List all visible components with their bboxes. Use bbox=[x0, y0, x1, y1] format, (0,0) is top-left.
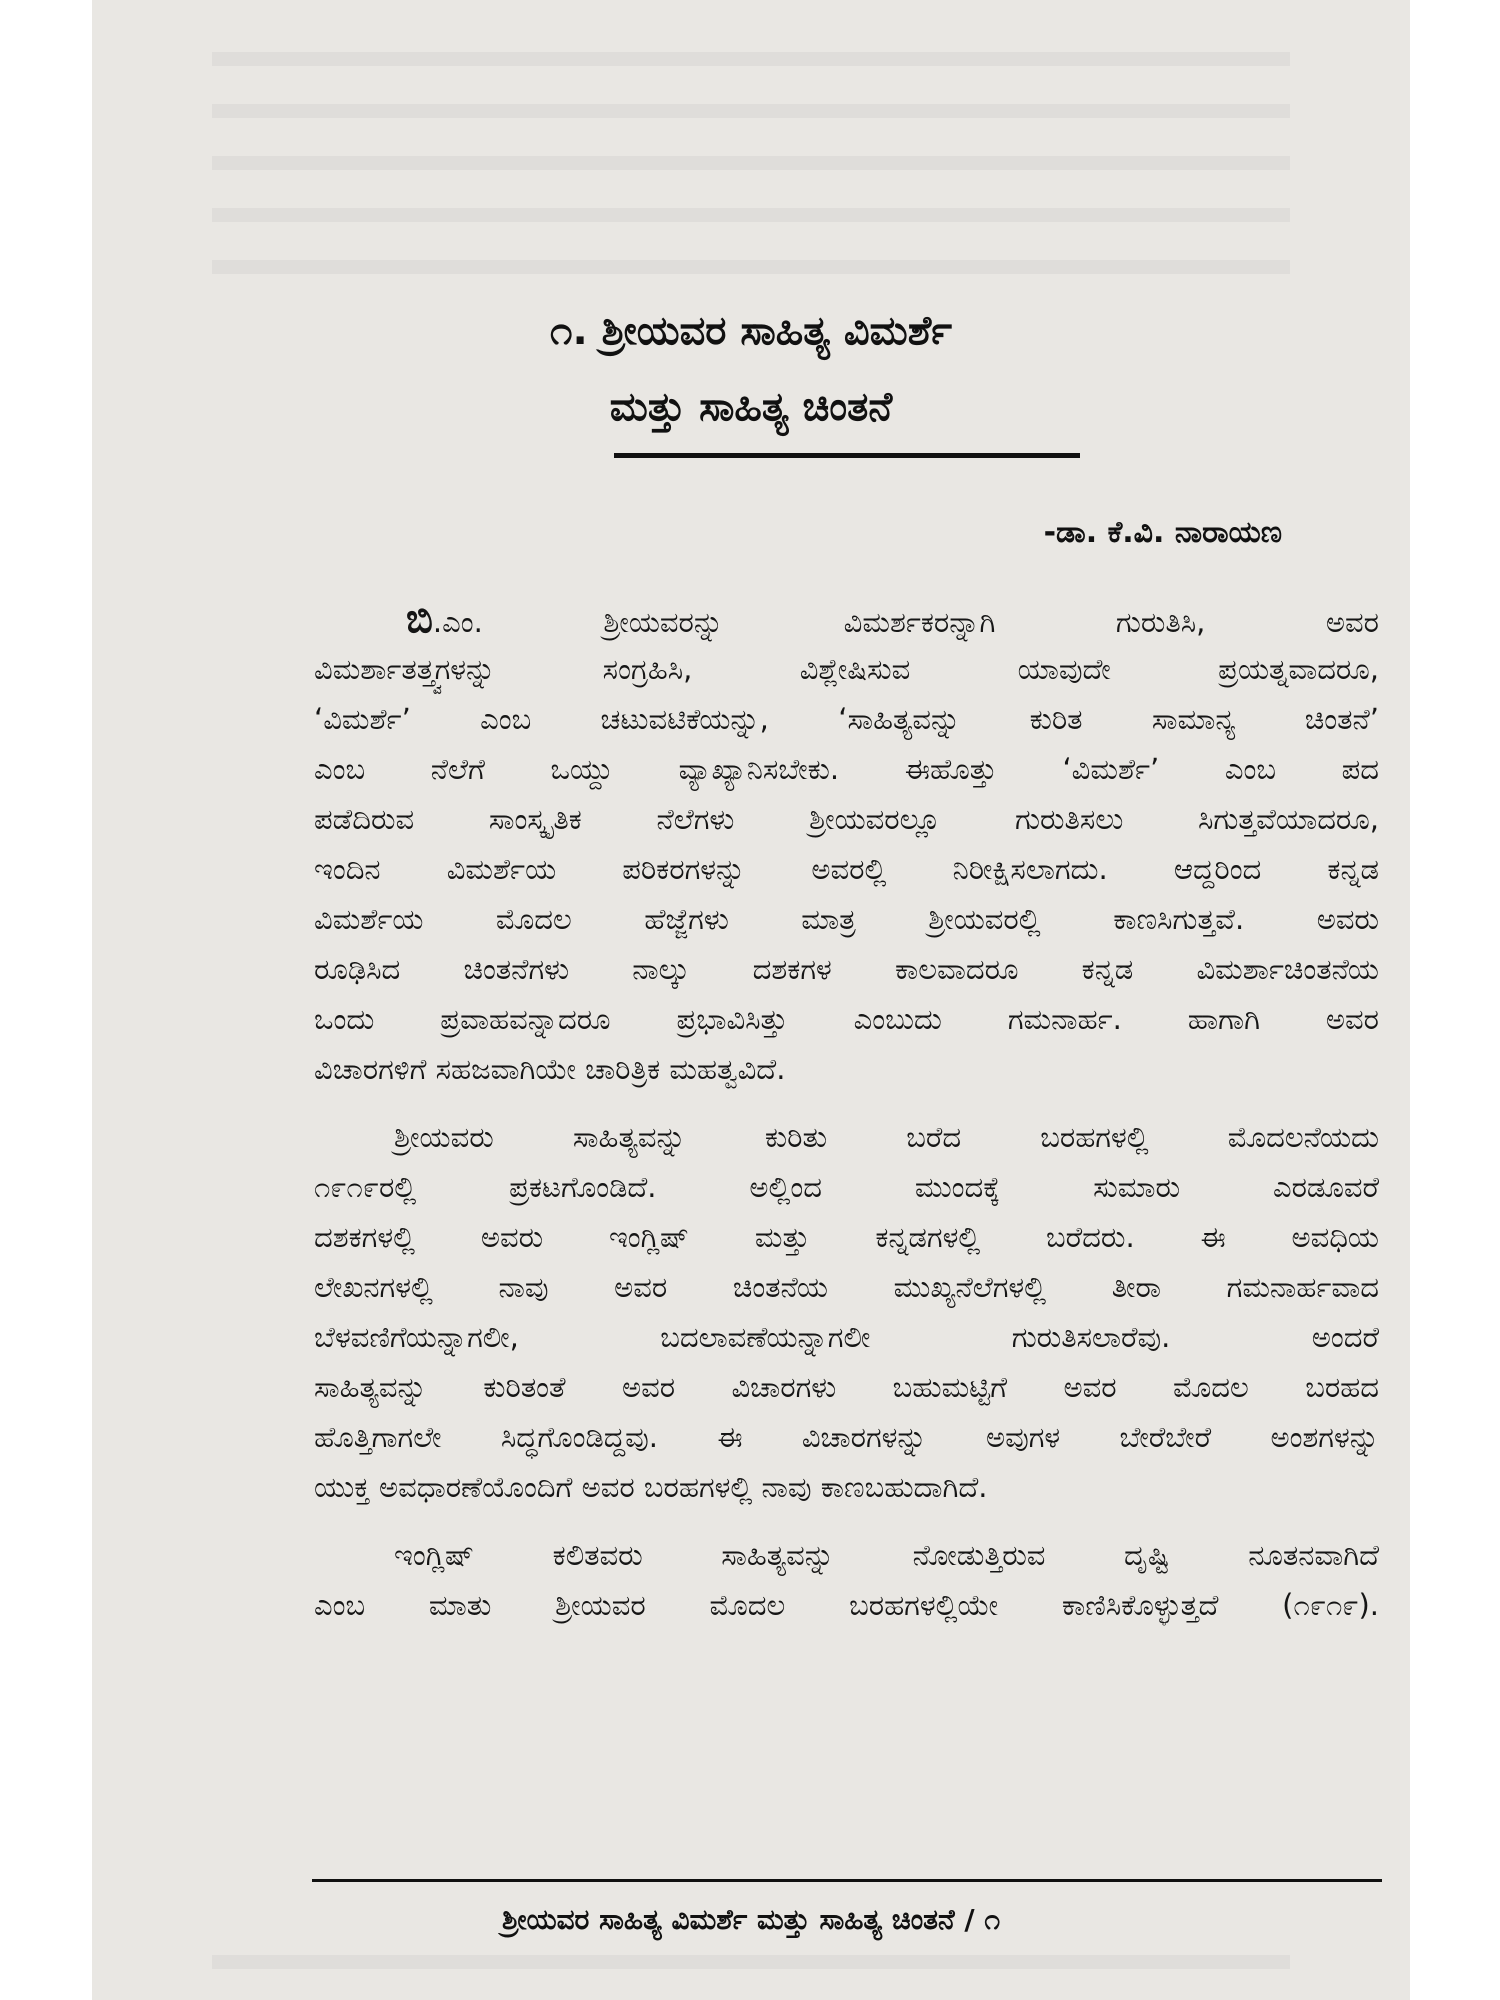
paragraph-line: ‘ವಿಮರ್ಶೆ’ ಎಂಬ ಚಟುವಟಿಕೆಯನ್ನು, ‘ಸಾಹಿತ್ಯವನ್ನು ಕುರಿತ ಸಾಮಾನ್ಯ ಚಿಂತನೆ’ bbox=[314, 702, 1379, 736]
title-underline bbox=[614, 453, 1080, 458]
footer-rule bbox=[312, 1879, 1382, 1882]
show-through-line bbox=[212, 104, 1290, 118]
drop-cap: ಬಿ bbox=[406, 596, 433, 642]
show-through-line bbox=[212, 156, 1290, 170]
paragraph-gap bbox=[314, 1512, 1379, 1530]
author-byline: -ಡಾ. ಕೆ.ವಿ. ನಾರಾಯಣ bbox=[1043, 515, 1282, 550]
paragraph-line: ಒಂದು ಪ್ರವಾಹವನ್ನಾದರೂ ಪ್ರಭಾವಿಸಿತ್ತು ಎಂಬುದು ಗಮನಾರ್ಹ. ಹಾಗಾಗಿ ಅವರ bbox=[314, 1002, 1379, 1036]
book-page bbox=[92, 0, 1410, 2000]
chapter-title-line-1: ೧. ಶ್ರೀಯವರ ಸಾಹಿತ್ಯ ವಿಮರ್ಶೆ bbox=[550, 308, 952, 354]
paragraph-line: ೧೯೧೯ರಲ್ಲಿ ಪ್ರಕಟಗೊಂಡಿದೆ. ಅಲ್ಲಿಂದ ಮುಂದಕ್ಕೆ ಸುಮಾರು ಎರಡೂವರೆ bbox=[314, 1170, 1379, 1204]
show-through-line bbox=[212, 1955, 1290, 1969]
paragraph-line: ಶ್ರೀಯವರು ಸಾಹಿತ್ಯವನ್ನು ಕುರಿತು ಬರೆದ ಬರಹಗಳಲ್ಲಿ ಮೊದಲನೆಯದು bbox=[394, 1120, 1379, 1154]
paragraph-line: ವಿಮರ್ಶಾತತ್ತ್ವಗಳನ್ನು ಸಂಗ್ರಹಿಸಿ, ವಿಶ್ಲೇಷಿಸುವ ಯಾವುದೇ ಪ್ರಯತ್ನವಾದರೂ, bbox=[314, 652, 1379, 686]
paragraph-line: ಎಂಬ ನೆಲೆಗೆ ಒಯ್ದು ವ್ಯಾಖ್ಯಾನಿಸಬೇಕು. ಈಹೊತ್ತು ‘ವಿಮರ್ಶೆ’ ಎಂಬ ಪದ bbox=[314, 752, 1379, 786]
paragraph-line: ಬೆಳವಣಿಗೆಯನ್ನಾಗಲೀ, ಬದಲಾವಣೆಯನ್ನಾಗಲೀ ಗುರುತಿಸಲಾರೆವು. ಅಂದರೆ bbox=[314, 1320, 1379, 1354]
paragraph-line: ಲೇಖನಗಳಲ್ಲಿ ನಾವು ಅವರ ಚಿಂತನೆಯ ಮುಖ್ಯನೆಲೆಗಳಲ್ಲಿ ತೀರಾ ಗಮನಾರ್ಹವಾದ bbox=[314, 1270, 1379, 1304]
paragraph-line: ಹೊತ್ತಿಗಾಗಲೇ ಸಿದ್ಧಗೊಂಡಿದ್ದವು. ಈ ವಿಚಾರಗಳನ್ನು ಅವುಗಳ ಬೇರೆಬೇರೆ ಅಂಶಗಳನ್ನು bbox=[314, 1420, 1379, 1454]
show-through-line bbox=[212, 52, 1290, 66]
paragraph-line: ಇಂಗ್ಲಿಷ್ ಕಲಿತವರು ಸಾಹಿತ್ಯವನ್ನು ನೋಡುತ್ತಿರುವ ದೃಷ್ಟಿ ನೂತನವಾಗಿದೆ bbox=[394, 1538, 1379, 1572]
paragraph-line: ವಿಚಾರಗಳಿಗೆ ಸಹಜವಾಗಿಯೇ ಚಾರಿತ್ರಿಕ ಮಹತ್ವವಿದೆ. bbox=[314, 1052, 786, 1086]
paragraph-line: ವಿಮರ್ಶೆಯ ಮೊದಲ ಹೆಜ್ಜೆಗಳು ಮಾತ್ರ ಶ್ರೀಯವರಲ್ಲಿ ಕಾಣಸಿಗುತ್ತವೆ. ಅವರು bbox=[314, 902, 1379, 936]
paragraph-line: ಬಿ.ಎಂ. ಶ್ರೀಯವರನ್ನು ವಿಮರ್ಶಕರನ್ನಾಗಿ ಗುರುತಿಸಿ, ಅವರ bbox=[314, 594, 1379, 644]
paragraph-line: ಪಡೆದಿರುವ ಸಾಂಸ್ಕೃತಿಕ ನೆಲೆಗಳು ಶ್ರೀಯವರಲ್ಲೂ ಗುರುತಿಸಲು ಸಿಗುತ್ತವೆಯಾದರೂ, bbox=[314, 802, 1379, 836]
paragraph-line: ಎಂಬ ಮಾತು ಶ್ರೀಯವರ ಮೊದಲ ಬರಹಗಳಲ್ಲಿಯೇ ಕಾಣಿಸಿಕೊಳ್ಳುತ್ತದೆ (೧೯೧೯). bbox=[314, 1588, 1379, 1622]
paragraph-line: ದಶಕಗಳಲ್ಲಿ ಅವರು ಇಂಗ್ಲಿಷ್ ಮತ್ತು ಕನ್ನಡಗಳಲ್ಲಿ ಬರೆದರು. ಈ ಅವಧಿಯ bbox=[314, 1220, 1379, 1254]
paragraph-line: ರೂಢಿಸಿದ ಚಿಂತನೆಗಳು ನಾಲ್ಕು ದಶಕಗಳ ಕಾಲವಾದರೂ ಕನ್ನಡ ವಿಮರ್ಶಾಚಿಂತನೆಯ bbox=[314, 952, 1379, 986]
show-through-line bbox=[212, 260, 1290, 274]
paragraph-line: ಇಂದಿನ ವಿಮರ್ಶೆಯ ಪರಿಕರಗಳನ್ನು ಅವರಲ್ಲಿ ನಿರೀಕ್ಷಿಸಲಾಗದು. ಆದ್ದರಿಂದ ಕನ್ನಡ bbox=[314, 852, 1379, 886]
paragraph-line: ಯುಕ್ತ ಅವಧಾರಣೆಯೊಂದಿಗೆ ಅವರ ಬರಹಗಳಲ್ಲಿ ನಾವು ಕಾಣಬಹುದಾಗಿದೆ. bbox=[314, 1470, 988, 1504]
paragraph-gap bbox=[314, 1094, 1379, 1112]
show-through-line bbox=[212, 208, 1290, 222]
body-text bbox=[314, 594, 1379, 1630]
paragraph-line: ಸಾಹಿತ್ಯವನ್ನು ಕುರಿತಂತೆ ಅವರ ವಿಚಾರಗಳು ಬಹುಮಟ್ಟಿಗೆ ಅವರ ಮೊದಲ ಬರಹದ bbox=[314, 1370, 1379, 1404]
running-footer: ಶ್ರೀಯವರ ಸಾಹಿತ್ಯ ವಿಮರ್ಶೆ ಮತ್ತು ಸಾಹಿತ್ಯ ಚಿಂತನೆ / ೧ bbox=[501, 1903, 1001, 1936]
chapter-title-line-2: ಮತ್ತು ಸಾಹಿತ್ಯ ಚಿಂತನೆ bbox=[609, 384, 893, 430]
